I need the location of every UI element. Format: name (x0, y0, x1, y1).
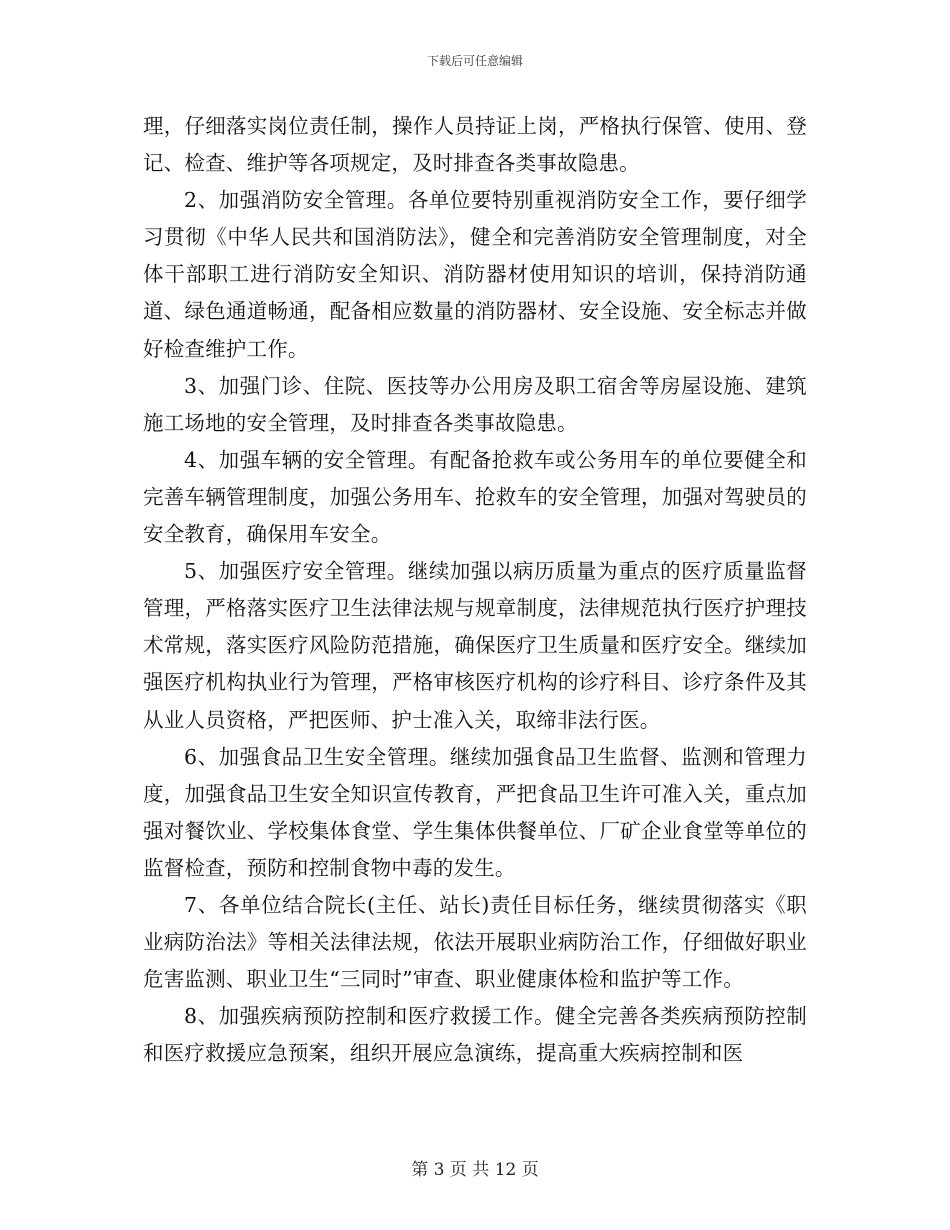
paragraph-6: 6、加强食品卫生安全管理。继续加强食品卫生监督、监测和管理力度，加强食品卫生安全知识宣传教育，严把食品卫生许可准入关，重点加强对餐饮业、学校集体食堂、学生集体供餐单位、厂矿企业食堂等单位的监督检查，预防和控制食物中毒的发生。 (143, 744, 807, 880)
paragraph-3: 3、加强门诊、住院、医技等办公用房及职工宿舍等房屋设施、建筑施工场地的安全管理，及时排查各类事故隐患。 (143, 373, 807, 435)
page-number: 第 3 页 共 12 页 (411, 1160, 539, 1180)
paragraph-7: 7、各单位结合院长(主任、站长)责任目标任务，继续贯彻落实《职业病防治法》等相关法律法规，依法开展职业病防治工作，仔细做好职业危害监测、职业卫生“三同时”审查、职业健康体检和监护等工作。 (143, 892, 807, 992)
paragraph-5: 5、加强医疗安全管理。继续加强以病历质量为重点的医疗质量监督管理，严格落实医疗卫生法律法规与规章制度，法律规范执行医疗护理技术常规，落实医疗风险防范措施，确保医疗卫生质量和医疗安全。继续加强医疗机构执业行为管理，严格审核医疗机构的诊疗科目、诊疗条件及其从业人员资格，严把医师、护士准入关，取缔非法行医。 (143, 559, 807, 732)
page-header-note: 下载后可任意编辑 (426, 54, 523, 68)
paragraph-1: 理，仔细落实岗位责任制，操作人员持证上岗，严格执行保管、使用、登记、检查、维护等各项规定，及时排查各类事故隐患。 (143, 114, 807, 176)
paragraph-8: 8、加强疾病预防控制和医疗救援工作。健全完善各类疾病预防控制和医疗救援应急预案，组织开展应急演练，提高重大疾病控制和医 (143, 1004, 807, 1066)
paragraph-2: 2、加强消防安全管理。各单位要特别重视消防安全工作，要仔细学习贯彻《中华人民共和国消防法》，健全和完善消防安全管理制度，对全体干部职工进行消防安全知识、消防器材使用知识的培训，保持消防通道、绿色通道畅通，配备相应数量的消防器材、安全设施、安全标志并做好检查维护工作。 (143, 188, 807, 361)
document-body (143, 108, 807, 1072)
paragraph-4: 4、加强车辆的安全管理。有配备抢救车或公务用车的单位要健全和完善车辆管理制度，加强公务用车、抢救车的安全管理，加强对驾驶员的安全教育，确保用车安全。 (143, 447, 807, 547)
